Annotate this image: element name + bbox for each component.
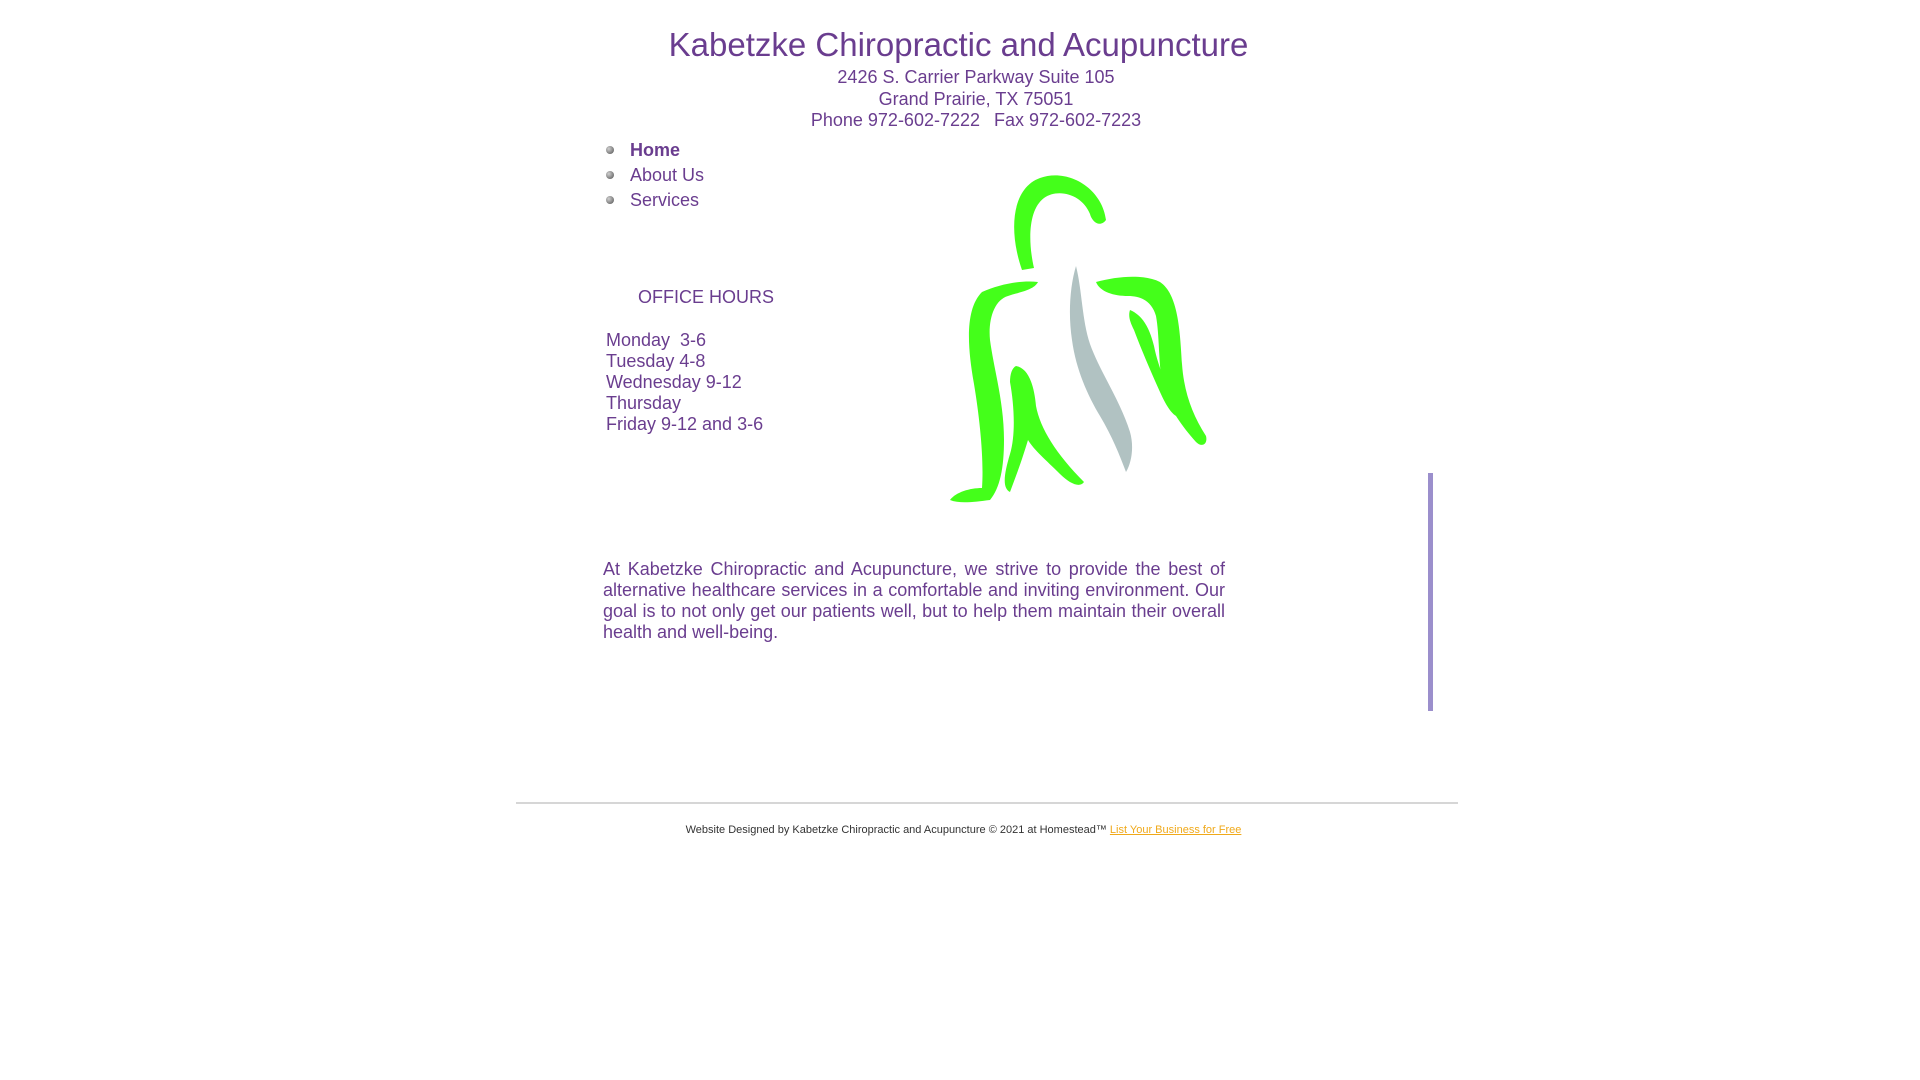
address-street: 2426 S. Carrier Parkway Suite 105 — [837, 67, 1115, 87]
footer-divider — [516, 802, 1458, 804]
footer — [0, 824, 1920, 836]
office-hours-list — [606, 330, 763, 435]
phone-number: Phone 972-602-7222 — [810, 110, 981, 130]
hours-row-monday: Monday 3-6 — [606, 330, 707, 350]
figure-spine — [1070, 266, 1132, 472]
nav-item-label: About Us — [630, 165, 705, 185]
contact-line — [0, 110, 1920, 131]
intro-paragraph: At Kabetzke Chiropractic and Acupuncture, we strive to provide the best of alternative healthcare services in a comfortable and inviting environment. Our goal is to not only get our patients well, but to help them maintain their overall health and well-being. — [603, 559, 1225, 642]
side-accent-bar — [1428, 473, 1433, 711]
list-business-link[interactable]: List Your Business for Free — [1109, 824, 1242, 836]
fax-number: Fax 972-602-7223 — [994, 110, 1142, 130]
nav-item-about-us[interactable] — [606, 163, 704, 188]
nav-item-home[interactable] — [606, 138, 704, 163]
hours-row-tuesday: Tuesday 4-8 — [606, 351, 706, 371]
nav-item-label: Services — [630, 190, 700, 210]
main-nav — [606, 138, 704, 213]
nav-item-services[interactable] — [606, 188, 704, 213]
bullet-icon — [606, 146, 614, 154]
hours-row-thursday: Thursday — [606, 393, 682, 413]
hours-row-friday: Friday 9-12 and 3-6 — [606, 414, 764, 434]
footer-credit: Website Designed by Kabetzke Chiropractic and Acupuncture © 2021 at Homestead™ — [685, 824, 1110, 836]
bullet-icon — [606, 171, 614, 179]
office-hours-title: OFFICE HOURS — [638, 287, 775, 307]
site-title: Kabetzke Chiropractic and Acupuncture — [668, 26, 1249, 63]
figure-left-leg — [1005, 366, 1084, 492]
address-city: Grand Prairie, TX 75051 — [878, 89, 1074, 109]
bullet-icon — [606, 196, 614, 204]
nav-item-label: Home — [630, 140, 681, 160]
hours-row-wednesday: Wednesday 9-12 — [606, 372, 742, 392]
figure-head — [1014, 175, 1106, 270]
chiropractic-figure-icon — [930, 170, 1210, 510]
